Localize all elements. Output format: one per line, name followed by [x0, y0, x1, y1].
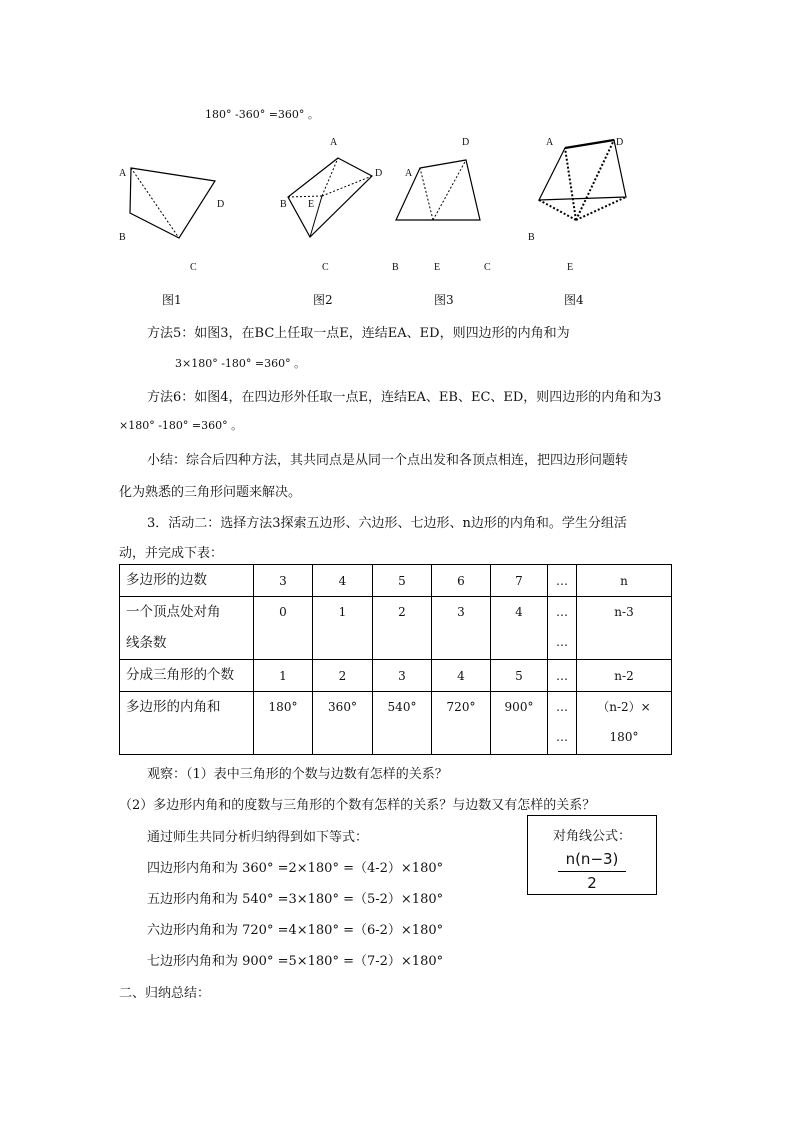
fig4-label-a: A: [546, 137, 554, 148]
table-cell: n: [577, 565, 672, 597]
derive-eq4: 七边形内角和为 900° =5×180° =（7-2）×180°: [147, 954, 444, 969]
activity-line1: 3．活动二：选择方法3探索五边形、六边形、七边形、n边形的内角和。学生分组活: [147, 516, 627, 531]
fig1-diagonal-ac: [131, 168, 179, 238]
fig2-line-eb: [288, 196, 322, 197]
polygon-angle-table: [119, 564, 672, 755]
diagonal-formula-box: [527, 815, 657, 895]
fig2-quadrilateral: [288, 158, 372, 237]
method5-line1: 方法5：如图3，在BC上任取一点E，连结EA、ED，则四边形的内角和为: [147, 326, 570, 341]
top-formula: 180° -360° =360° 。: [205, 108, 319, 121]
table-cell: 3: [432, 597, 491, 660]
fig4-label-e: E: [567, 262, 574, 273]
table-cell: [548, 597, 577, 660]
table-cell: 180°: [254, 692, 313, 755]
table-row: [120, 692, 672, 755]
method6-line2: ×180° -180° =360° 。: [119, 419, 243, 432]
fig2-label-e: E: [308, 199, 315, 210]
table-cell: 3: [254, 565, 313, 597]
formula-numerator: n(n−3): [565, 850, 619, 868]
angle-sum-formula-line1: （n-2）×: [597, 700, 651, 714]
observe-line1: 观察：（1）表中三角形的个数与边数有怎样的关系？: [147, 767, 448, 782]
fig1-caption: 图1: [162, 293, 182, 307]
fig3-label-d: D: [462, 137, 470, 148]
table-cell: 5: [373, 565, 432, 597]
row-header-triangles: 分成三角形的个数: [120, 660, 254, 692]
fig4-label-d: D: [616, 137, 624, 148]
table-row: [120, 597, 672, 660]
ellipsis: …: [556, 635, 568, 649]
fig1-label-b: B: [119, 232, 126, 243]
table-row: [120, 565, 672, 597]
derive-eq1: 四边形内角和为 360° =2×180° =（4-2）×180°: [147, 861, 444, 876]
fig3-label-b: B: [392, 262, 399, 273]
table-cell: n-3: [577, 597, 672, 660]
table-cell: [577, 692, 672, 755]
fig4-label-b: B: [528, 232, 535, 243]
table-cell: 2: [313, 660, 373, 692]
figure-4-diagram: [539, 140, 626, 220]
row-header-line: 线条数: [126, 635, 167, 651]
observe-line2: （2）多边形内角和的度数与三角形的个数有怎样的关系？与边数又有怎样的关系？: [119, 798, 596, 813]
fig4-line-ec: [576, 197, 626, 220]
derive-intro: 通过师生共同分析归纳得到如下等式：: [147, 830, 369, 845]
figure-1-diagram: [130, 168, 215, 238]
fig3-label-c: C: [484, 262, 491, 273]
table-cell: 360°: [313, 692, 373, 755]
section-two-heading: 二、归纳总结：: [119, 986, 211, 1001]
row-header-angle-sum: 多边形的内角和: [120, 692, 254, 755]
fig4-caption: 图4: [564, 293, 584, 307]
table-cell: [548, 692, 577, 755]
table-cell: 2: [373, 597, 432, 660]
figure-2-diagram: [288, 158, 372, 237]
summary-line2: 化为熟悉的三角形问题来解决。: [119, 485, 302, 500]
row-header-diagonals: [120, 597, 254, 660]
table-cell: 540°: [373, 692, 432, 755]
ellipsis: …: [556, 700, 568, 714]
fig3-label-a: A: [405, 168, 413, 179]
fig4-line-eb: [539, 200, 576, 220]
table-cell: 4: [313, 565, 373, 597]
fig4-quadrilateral: [539, 140, 626, 200]
fig3-label-e: E: [434, 262, 441, 273]
derive-eq3: 六边形内角和为 720° =4×180° =（6-2）×180°: [147, 923, 444, 938]
angle-sum-formula-line2: 180°: [609, 730, 639, 744]
table-cell: 1: [313, 597, 373, 660]
table-cell: 3: [373, 660, 432, 692]
fraction-bar: [558, 871, 626, 872]
fig4-bold-ad: [565, 140, 614, 148]
table-cell: 1: [254, 660, 313, 692]
activity-line2: 动，并完成下表：: [119, 546, 224, 561]
table-cell: 900°: [491, 692, 548, 755]
fig3-caption: 图3: [434, 293, 454, 307]
table-cell: 4: [432, 660, 491, 692]
table-cell: 4: [491, 597, 548, 660]
table-cell: 720°: [432, 692, 491, 755]
row-header-sides: 多边形的边数: [120, 565, 254, 597]
formula-denominator: 2: [587, 874, 597, 892]
fig2-line-ed: [322, 176, 372, 196]
table-cell: 6: [432, 565, 491, 597]
fig2-label-b: B: [280, 199, 287, 210]
formula-title: 对角线公式：: [552, 829, 631, 844]
table-row: [120, 660, 672, 692]
fig4-line-ea: [565, 148, 576, 220]
table-cell: 7: [491, 565, 548, 597]
fig1-quadrilateral: [130, 168, 215, 238]
fig1-label-c: C: [190, 262, 197, 273]
table-cell: …: [548, 565, 577, 597]
table-cell: …: [548, 660, 577, 692]
fig2-label-d: D: [375, 168, 383, 179]
fig3-line-ea: [420, 168, 433, 220]
fig1-label-d: D: [217, 199, 225, 210]
fig1-label-a: A: [119, 168, 127, 179]
fig4-line-ed: [576, 140, 614, 220]
fig2-label-c: C: [322, 262, 329, 273]
table-cell: 5: [491, 660, 548, 692]
row-header-line: 一个顶点处对角: [126, 604, 221, 620]
fig2-caption: 图2: [313, 293, 333, 307]
ellipsis: …: [556, 605, 568, 619]
ellipsis: …: [556, 730, 568, 744]
summary-line1: 小结：综合后四种方法，其共同点是从同一个点出发和各顶点相连，把四边形问题转: [147, 453, 629, 468]
table-cell: n-2: [577, 660, 672, 692]
fig3-line-ed: [433, 160, 466, 220]
method5-line2: 3×180° -180° =360° 。: [175, 357, 306, 370]
table-cell: 0: [254, 597, 313, 660]
fig2-label-a: A: [330, 137, 338, 148]
derive-eq2: 五边形内角和为 540° =3×180° =（5-2）×180°: [147, 892, 444, 907]
method6-line1: 方法6：如图4，在四边形外任取一点E，连结EA、EB、EC、ED，则四边形的内角和为3: [147, 390, 662, 405]
